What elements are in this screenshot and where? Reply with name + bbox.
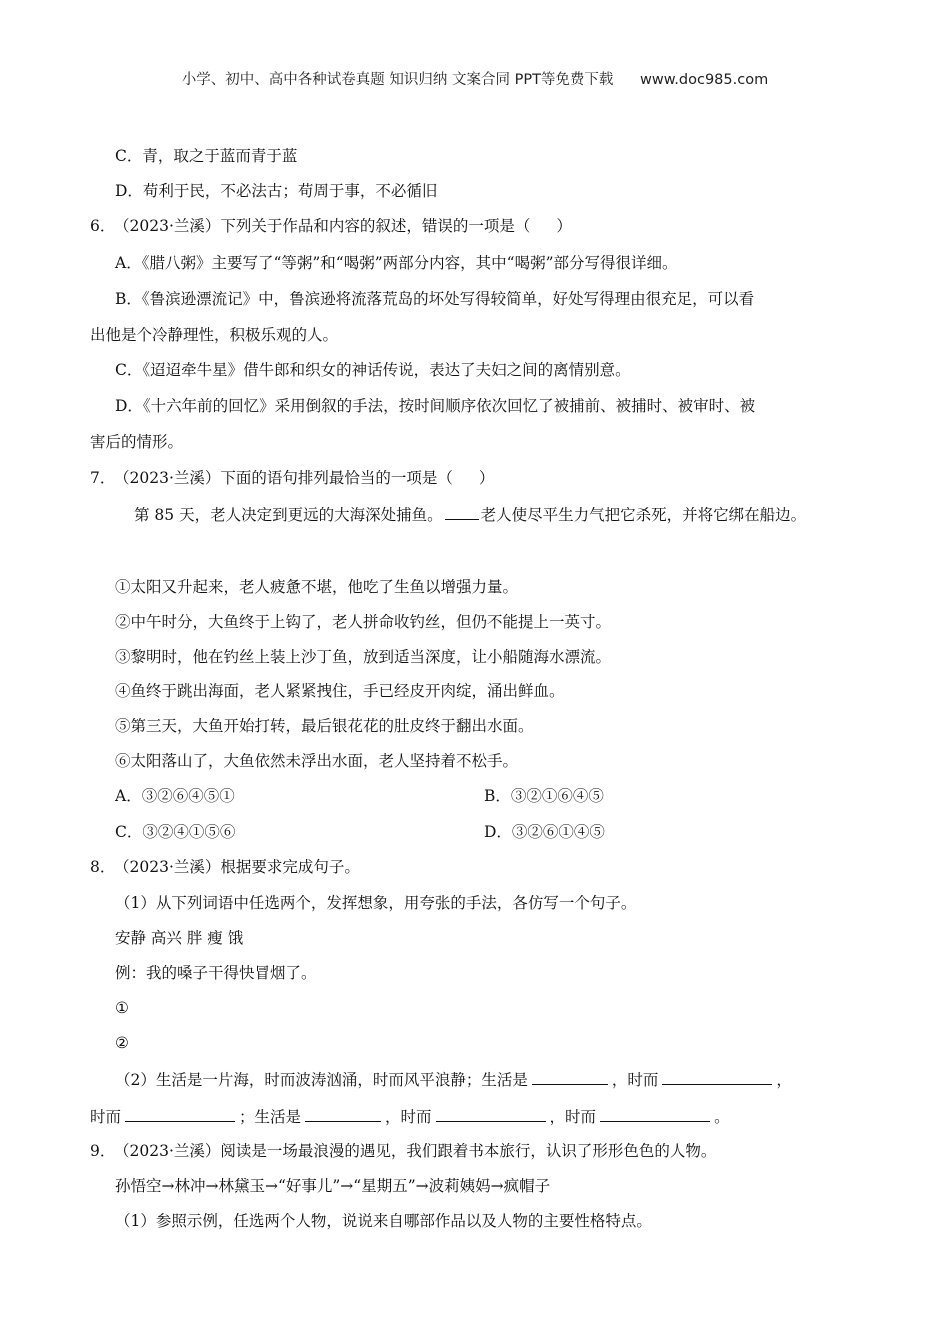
q7-stem bbox=[90, 467, 494, 489]
q8-part2-text-c: ， bbox=[776, 1071, 792, 1089]
q6-stem bbox=[90, 215, 572, 237]
q7-option-c: C．③②④①⑤⑥ bbox=[115, 823, 236, 841]
answer-blank-1[interactable] bbox=[532, 1068, 608, 1085]
answer-blank-3[interactable] bbox=[125, 1105, 235, 1122]
q7-sentence-6: ⑥太阳落山了，大鱼依然未浮出水面，老人坚持着不松手。 bbox=[115, 752, 519, 770]
q8-part2-text-a: （2）生活是一片海，时而波涛汹涌，时而风平浪静；生活是 bbox=[115, 1071, 528, 1089]
q8-part1: （1）从下列词语中任选两个，发挥想象，用夸张的手法，各仿写一个句子。 bbox=[115, 894, 637, 912]
q6-stem-close: ） bbox=[556, 217, 572, 235]
q5-option-c: C．青，取之于蓝而青于蓝 bbox=[115, 147, 298, 165]
q7-stem-text: （2023·兰溪）下面的语句排列最恰当的一项是（ bbox=[114, 469, 453, 487]
q8-words: 安静 高兴 胖 瘦 饿 bbox=[115, 929, 244, 947]
q7-stem-close: ） bbox=[478, 469, 495, 487]
q5-option-d: D．苟利于民，不必法古；苟周于事，不必循旧 bbox=[115, 182, 438, 200]
q7-sentence-3: ③黎明时，他在钓丝上装上沙丁鱼，放到适当深度，让小船随海水漂流。 bbox=[115, 648, 612, 666]
q6-stem-text: （2023·兰溪）下列关于作品和内容的叙述，错误的一项是（ bbox=[114, 217, 531, 235]
q7-number: 7． bbox=[90, 469, 116, 487]
q8-answer-1: ① bbox=[115, 999, 129, 1017]
q7-sentence-2: ②中午时分，大鱼终于上钩了，老人拼命收钓丝，但仍不能提上一英寸。 bbox=[115, 613, 612, 631]
q9-character-chain: 孙悟空→林冲→林黛玉→“好事儿”→“星期五”→波莉姨妈→疯帽子 bbox=[115, 1177, 551, 1195]
q7-passage-b: 老人使尽平生力气把它杀死，并将它绑在船边。 bbox=[480, 506, 807, 524]
answer-blank-2[interactable] bbox=[662, 1068, 772, 1085]
q8-part2-text-b: ，时而 bbox=[611, 1071, 659, 1089]
q6-option-d-line2: 害后的情形。 bbox=[90, 433, 184, 451]
q8-part2-text-e: ；生活是 bbox=[239, 1108, 302, 1126]
header-text: 小学、初中、高中各种试卷真题 知识归纳 文案合同 PPT等免费下载 bbox=[181, 72, 614, 88]
q7-option-a: A．③②⑥④⑤① bbox=[115, 787, 235, 805]
q7-sentence-4: ④鱼终于跳出海面，老人紧紧拽住，手已经皮开肉绽，涌出鲜血。 bbox=[115, 682, 565, 700]
q6-option-a: A．《腊八粥》主要写了“等粥”和“喝粥”两部分内容，其中“喝粥”部分写得很详细。 bbox=[115, 254, 678, 272]
q8-part2-text-h: 。 bbox=[714, 1108, 730, 1126]
q7-passage bbox=[134, 503, 806, 526]
q6-option-d-line1: D．《十六年前的回忆》采用倒叙的手法，按时间顺序依次回忆了被捕前、被捕时、被审时、被 bbox=[115, 397, 756, 415]
q8-example: 例：我的嗓子干得快冒烟了。 bbox=[115, 964, 317, 982]
q6-option-b-line1: B．《鲁滨逊漂流记》中，鲁滨逊将流落荒岛的坏处写得较简单，好处写得理由很充足，可以看 bbox=[115, 290, 755, 308]
q7-option-b: B．③②①⑥④⑤ bbox=[484, 787, 604, 805]
q8-stem-text: （2023·兰溪）根据要求完成句子。 bbox=[114, 858, 360, 876]
page-header bbox=[0, 68, 950, 89]
header-site[interactable]: www.doc985.com bbox=[640, 72, 769, 88]
q8-part2-line2 bbox=[90, 1105, 730, 1128]
q6-option-c: C．《迢迢牵牛星》借牛郎和织女的神话传说，表达了夫妇之间的离情别意。 bbox=[115, 361, 631, 379]
answer-blank-4[interactable] bbox=[305, 1105, 381, 1122]
q9-stem-text: （2023·兰溪）阅读是一场最浪漫的遇见，我们跟着书本旅行，认识了形形色色的人物。 bbox=[114, 1142, 717, 1160]
q7-passage-a: 第 85 天，老人决定到更远的大海深处捕鱼。 bbox=[134, 506, 443, 524]
q8-part2-text-f: ，时而 bbox=[385, 1108, 432, 1126]
q8-answer-2: ② bbox=[115, 1034, 129, 1052]
q8-part2-line1 bbox=[115, 1068, 792, 1091]
q7-sentence-5: ⑤第三天，大鱼开始打转，最后银花花的肚皮终于翻出水面。 bbox=[115, 717, 534, 735]
answer-blank-5[interactable] bbox=[436, 1105, 546, 1122]
answer-blank-6[interactable] bbox=[600, 1105, 710, 1122]
q8-number: 8． bbox=[90, 858, 116, 876]
q9-stem bbox=[90, 1140, 716, 1162]
q8-part2-text-d: 时而 bbox=[90, 1108, 122, 1126]
q7-sentence-1: ①太阳又升起来，老人疲惫不堪，他吃了生鱼以增强力量。 bbox=[115, 578, 519, 596]
q7-passage-blank bbox=[445, 503, 479, 520]
q8-stem bbox=[90, 856, 360, 878]
q8-part2-text-g: ，时而 bbox=[549, 1108, 597, 1126]
q9-number: 9． bbox=[90, 1142, 116, 1160]
q9-part1: （1）参照示例，任选两个人物，说说来自哪部作品以及人物的主要性格特点。 bbox=[115, 1212, 652, 1230]
q7-option-d: D．③②⑥①④⑤ bbox=[484, 823, 605, 841]
q6-option-b-line2: 出他是个冷静理性，积极乐观的人。 bbox=[90, 326, 339, 344]
q6-number: 6． bbox=[90, 217, 116, 235]
